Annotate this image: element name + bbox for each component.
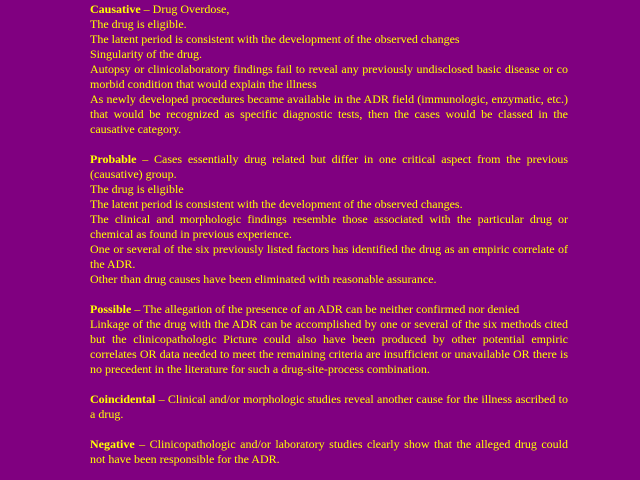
category-term: Causative: [90, 2, 141, 16]
category-term: Coincidental: [90, 392, 156, 406]
criterion-line: Autopsy or clinicolaboratory findings fail to reveal any previously undisclosed basic disease or co morbid condition that would explain the illness: [90, 62, 568, 91]
category-intro: – Drug Overdose,: [140, 2, 230, 16]
section-heading: [90, 437, 568, 467]
criterion-line: Linkage of the drug with the ADR can be accomplished by one or several of the six methods cited but the clinicopathologic Picture could also have been produced by other potential empiric correlates OR data needed to meet the remaining criteria are insufficient or unavailable OR there is no precedent in the literature for such a drug-site-process combination.: [90, 317, 568, 376]
category-term: Possible: [90, 302, 132, 316]
category-term: Negative: [90, 437, 135, 451]
criterion-line: The drug is eligible.: [90, 17, 187, 31]
criterion-line: One or several of the six previously listed factors has identified the drug as an empiric correlate of the ADR.: [90, 242, 568, 271]
section-negative: [90, 437, 568, 467]
section-heading: [90, 2, 568, 17]
criterion-line: The latent period is consistent with the development of the observed changes: [90, 32, 460, 46]
category-intro: – Clinicopathologic and/or laboratory studies clearly show that the alleged drug could not have been responsible for the ADR.: [90, 437, 568, 466]
category-intro: – Clinical and/or morphologic studies reveal another cause for the illness ascribed to a drug.: [90, 392, 568, 421]
section-causative: [90, 2, 568, 137]
section-coincidental: [90, 392, 568, 422]
category-intro: – The allegation of the presence of an ADR can be neither confirmed nor denied: [131, 302, 520, 316]
category-intro: – Cases essentially drug related but differ in one critical aspect from the previous (causative) group.: [90, 152, 568, 181]
section-heading: [90, 152, 568, 182]
section-heading: [90, 302, 568, 317]
section-probable: [90, 152, 568, 287]
criterion-line: The latent period is consistent with the development of the observed changes.: [90, 197, 463, 211]
criterion-line: Other than drug causes have been eliminated with reasonable assurance.: [90, 272, 437, 286]
criterion-line: As newly developed procedures became available in the ADR field (immunologic, enzymatic, etc.) that would be recognized as specific diagnostic tests, then the cases would be classed in the causative category.: [90, 92, 568, 136]
criterion-line: Singularity of the drug.: [90, 47, 202, 61]
section-heading: [90, 392, 568, 422]
slide-text: [90, 2, 568, 467]
criterion-line: The drug is eligible: [90, 182, 184, 196]
section-possible: [90, 302, 568, 377]
category-term: Probable: [90, 152, 137, 166]
criterion-line: The clinical and morphologic findings resemble those associated with the particular drug or chemical as found in previous experience.: [90, 212, 568, 241]
